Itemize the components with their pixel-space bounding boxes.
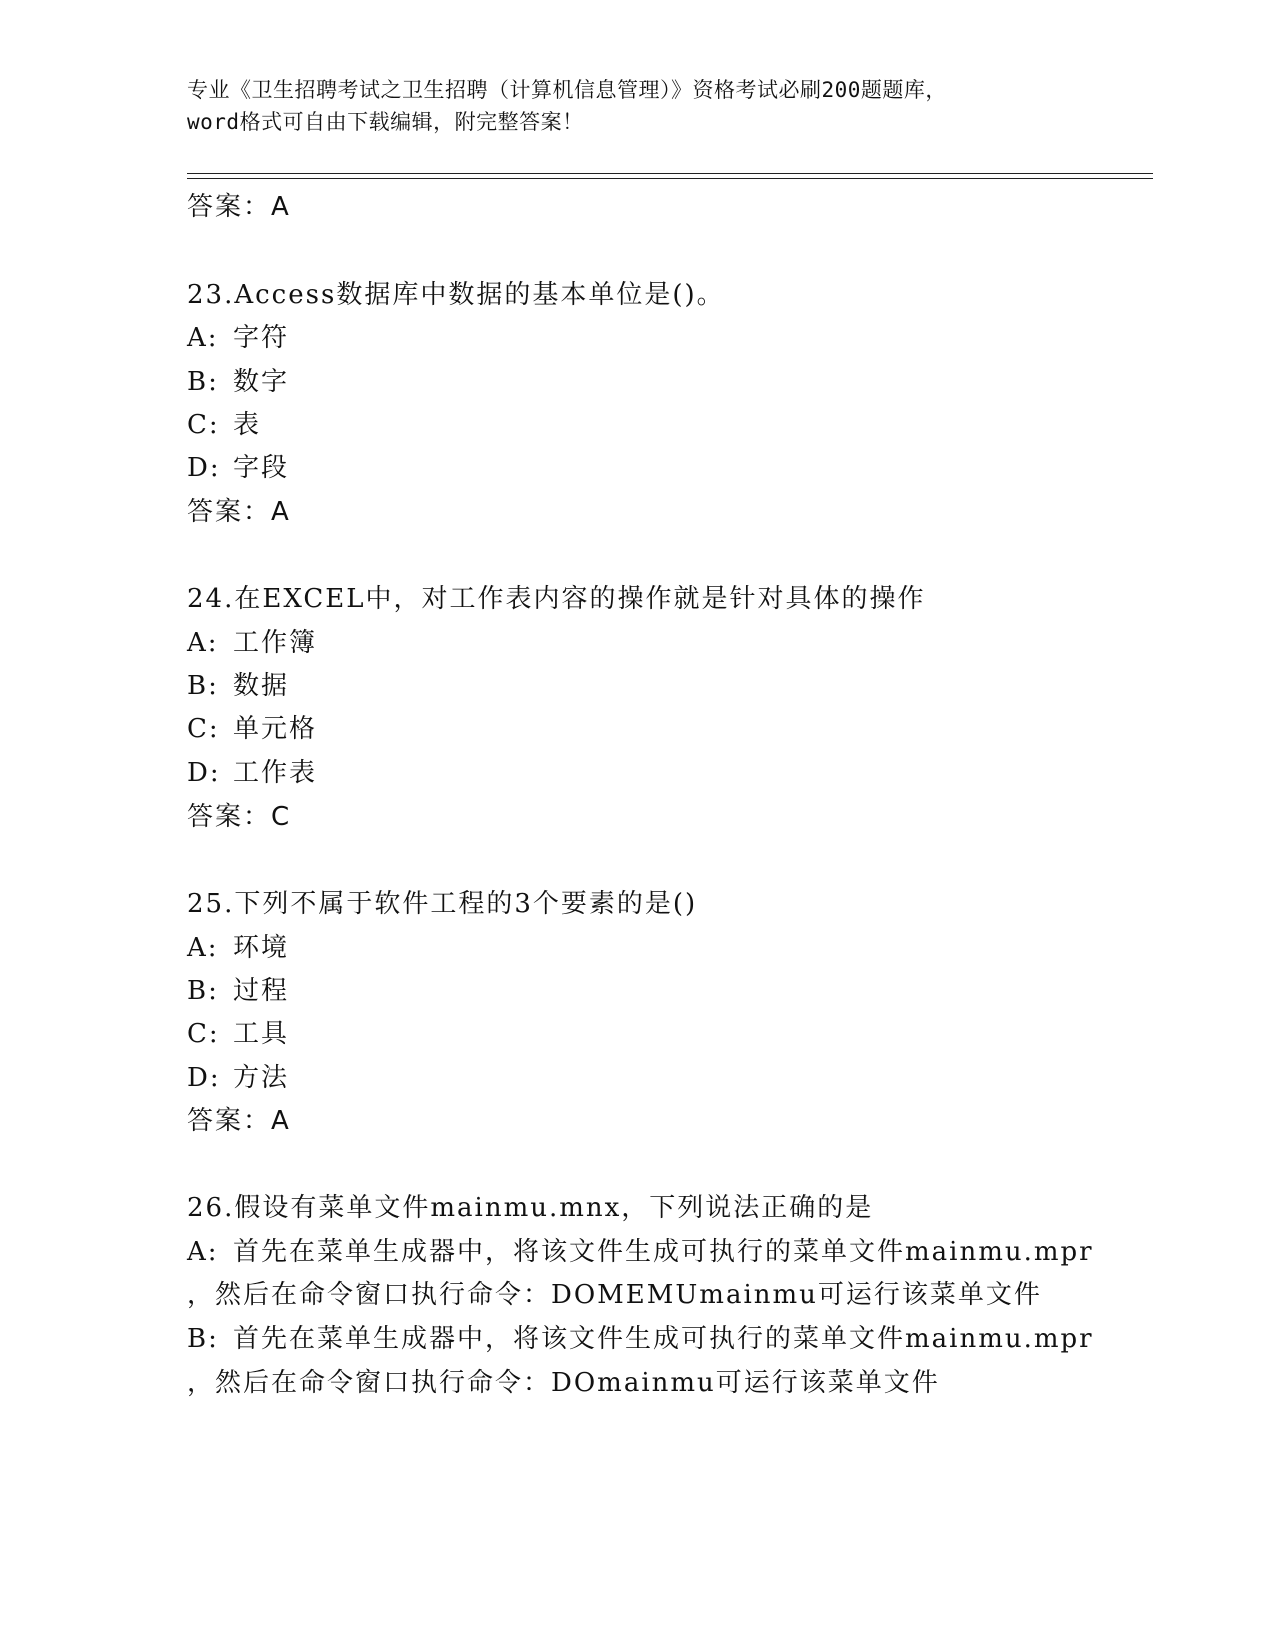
- option-text: 数据: [233, 671, 290, 701]
- option-label: B:: [187, 367, 219, 397]
- option-label: A:: [187, 1237, 219, 1267]
- question-stem: 24.在EXCEL中，对工作表内容的操作就是针对具体的操作: [187, 584, 926, 614]
- option-text: 字符: [233, 323, 290, 353]
- option-row: [187, 927, 289, 964]
- option-label: B:: [187, 671, 219, 701]
- option-label: D:: [187, 1063, 221, 1093]
- option-label: D:: [187, 453, 221, 483]
- option-row: [187, 1231, 1094, 1268]
- option-row: [187, 1318, 1094, 1355]
- question-stem: 26.假设有菜单文件mainmu.mnx，下列说法正确的是: [187, 1193, 874, 1223]
- option-label: A:: [187, 933, 219, 963]
- option-text: 数字: [233, 367, 290, 397]
- option-text: 环境: [233, 933, 290, 963]
- header-divider-top: [187, 173, 1153, 174]
- header-divider-bottom: [187, 178, 1153, 179]
- document-header: [187, 74, 1097, 138]
- option-label: B:: [187, 976, 219, 1006]
- question-stem: 25.下列不属于软件工程的3个要素的是(): [187, 889, 698, 919]
- option-text: 表: [233, 410, 262, 440]
- option-row: [187, 447, 289, 484]
- option-label: C:: [187, 714, 220, 744]
- answer-line: 答案：A: [187, 1106, 291, 1136]
- option-text: 首先在菜单生成器中，将该文件生成可执行的菜单文件mainmu.mpr: [233, 1237, 1094, 1267]
- option-label: A:: [187, 628, 219, 658]
- option-label: C:: [187, 1019, 220, 1049]
- option-text: 工作表: [233, 758, 318, 788]
- header-line-1: 专业《卫生招聘考试之卫生招聘（计算机信息管理）》资格考试必刷200题题库，: [187, 78, 947, 102]
- option-text: 工作簿: [233, 628, 318, 658]
- option-text: 字段: [233, 453, 290, 483]
- option-row: [187, 752, 317, 789]
- option-text: 单元格: [233, 714, 318, 744]
- option-row: [187, 1013, 289, 1050]
- option-label: A:: [187, 323, 219, 353]
- option-continuation: ，然后在命令窗口执行命令：DOmainmu可运行该菜单文件: [187, 1368, 940, 1398]
- option-row: [187, 622, 317, 659]
- option-text: 方法: [233, 1063, 290, 1093]
- option-label: D:: [187, 758, 221, 788]
- option-label: B:: [187, 1324, 219, 1354]
- option-row: [187, 404, 261, 441]
- answer-line: 答案：A: [187, 497, 291, 527]
- option-text: 过程: [233, 976, 290, 1006]
- answer-line: 答案：C: [187, 802, 292, 832]
- question-stem: 23.Access数据库中数据的基本单位是()。: [187, 280, 725, 310]
- option-row: [187, 317, 289, 354]
- option-label: C:: [187, 410, 220, 440]
- header-line-2: word格式可自由下载编辑，附完整答案！: [187, 110, 584, 134]
- option-text: 工具: [233, 1019, 290, 1049]
- option-row: [187, 665, 289, 702]
- option-continuation: ，然后在命令窗口执行命令：DOMEMUmainmu可运行该菜单文件: [187, 1280, 1042, 1310]
- option-row: [187, 1057, 289, 1094]
- option-row: [187, 970, 289, 1007]
- option-row: [187, 708, 317, 745]
- option-row: [187, 361, 289, 398]
- option-text: 首先在菜单生成器中，将该文件生成可执行的菜单文件mainmu.mpr: [233, 1324, 1094, 1354]
- answer-line: 答案：A: [187, 192, 291, 222]
